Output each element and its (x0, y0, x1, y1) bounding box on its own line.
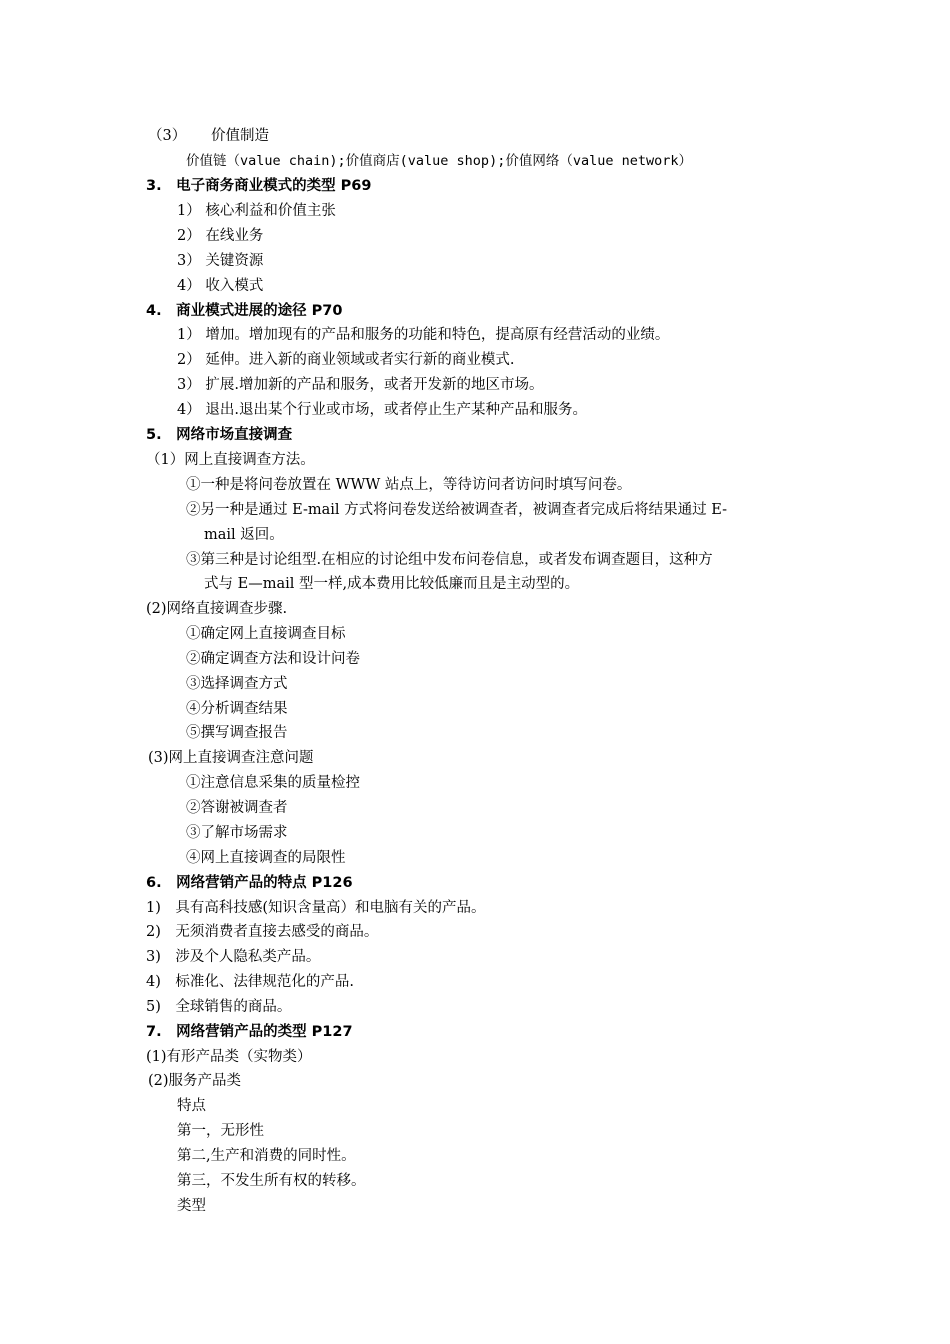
list-item: 第二,生产和消费的同时性。 (177, 1148, 356, 1164)
value-creation-title: 价值制造 (211, 128, 269, 144)
subsection-title: （1）网上直接调查方法。 (146, 452, 315, 468)
list-item: ④网上直接调查的局限性 (186, 850, 346, 866)
list-item: 4) 标准化、法律规范化的产品. (146, 974, 354, 990)
section-5-heading: 5. 网络市场直接调查 (146, 427, 293, 443)
subsection-title: (3)网上直接调查注意问题 (148, 750, 314, 766)
list-item: 特点 (177, 1098, 206, 1114)
list-item-continuation: mail 返回。 (204, 527, 284, 543)
subsection-title: (2)服务产品类 (148, 1073, 242, 1089)
list-item: ②确定调查方法和设计问卷 (186, 651, 360, 667)
section-4-heading: 4. 商业模式进展的途径 P70 (146, 303, 343, 319)
list-item: ①注意信息采集的质量检控 (186, 775, 360, 791)
section-6-heading: 6. 网络营销产品的特点 P126 (146, 875, 353, 891)
list-item: 1) 具有高科技感(知识含量高）和电脑有关的产品。 (146, 900, 486, 916)
list-item: 2) 无须消费者直接去感受的商品。 (146, 924, 379, 940)
list-item: ④分析调查结果 (186, 701, 288, 717)
list-item: 4） 收入模式 (177, 278, 264, 294)
list-item: ①确定网上直接调查目标 (186, 626, 346, 642)
list-item: 第一，无形性 (177, 1123, 264, 1139)
list-item: 第三，不发生所有权的转移。 (177, 1173, 366, 1189)
value-creation-detail: 价值链（value chain);价值商店(value shop);价值网络（value network） (186, 153, 692, 169)
section-3-heading: 3. 电子商务商业模式的类型 P69 (146, 178, 372, 194)
list-item-continuation: 式与 E—mail 型一样,成本费用比较低廉而且是主动型的。 (204, 576, 580, 592)
list-item: 类型 (177, 1198, 206, 1214)
list-item: 3） 关键资源 (177, 253, 264, 269)
list-item: 3) 涉及个人隐私类产品。 (146, 949, 321, 965)
list-item: ①一种是将问卷放置在 WWW 站点上，等待访问者访问时填写问卷。 (186, 477, 632, 493)
subsection-title: (2)网络直接调查步骤. (146, 601, 288, 617)
list-item: 1） 核心利益和价值主张 (177, 203, 336, 219)
list-item: ③选择调查方式 (186, 676, 288, 692)
list-item: 2） 延伸。进入新的商业领域或者实行新的商业模式. (177, 352, 515, 368)
list-item: 1） 增加。增加现有的产品和服务的功能和特色，提高原有经营活动的业绩。 (177, 327, 670, 343)
list-item: 2） 在线业务 (177, 228, 264, 244)
list-item: ②答谢被调查者 (186, 800, 288, 816)
section-7-heading: 7. 网络营销产品的类型 P127 (146, 1024, 353, 1040)
list-item: 5) 全球销售的商品。 (146, 999, 292, 1015)
list-item: ③了解市场需求 (186, 825, 288, 841)
list-item: ③第三种是讨论组型.在相应的讨论组中发布问卷信息，或者发布调查题目，这种方 (186, 552, 713, 568)
value-creation-label: （3） (148, 128, 187, 144)
list-item: 3） 扩展.增加新的产品和服务，或者开发新的地区市场。 (177, 377, 544, 393)
list-item: ⑤撰写调查报告 (186, 725, 288, 741)
subsection-title: (1)有形产品类（实物类） (146, 1049, 312, 1065)
list-item: 4） 退出.退出某个行业或市场，或者停止生产某种产品和服务。 (177, 402, 587, 418)
list-item: ②另一种是通过 E-mail 方式将问卷发送给被调查者，被调查者完成后将结果通过 E- (186, 502, 727, 518)
